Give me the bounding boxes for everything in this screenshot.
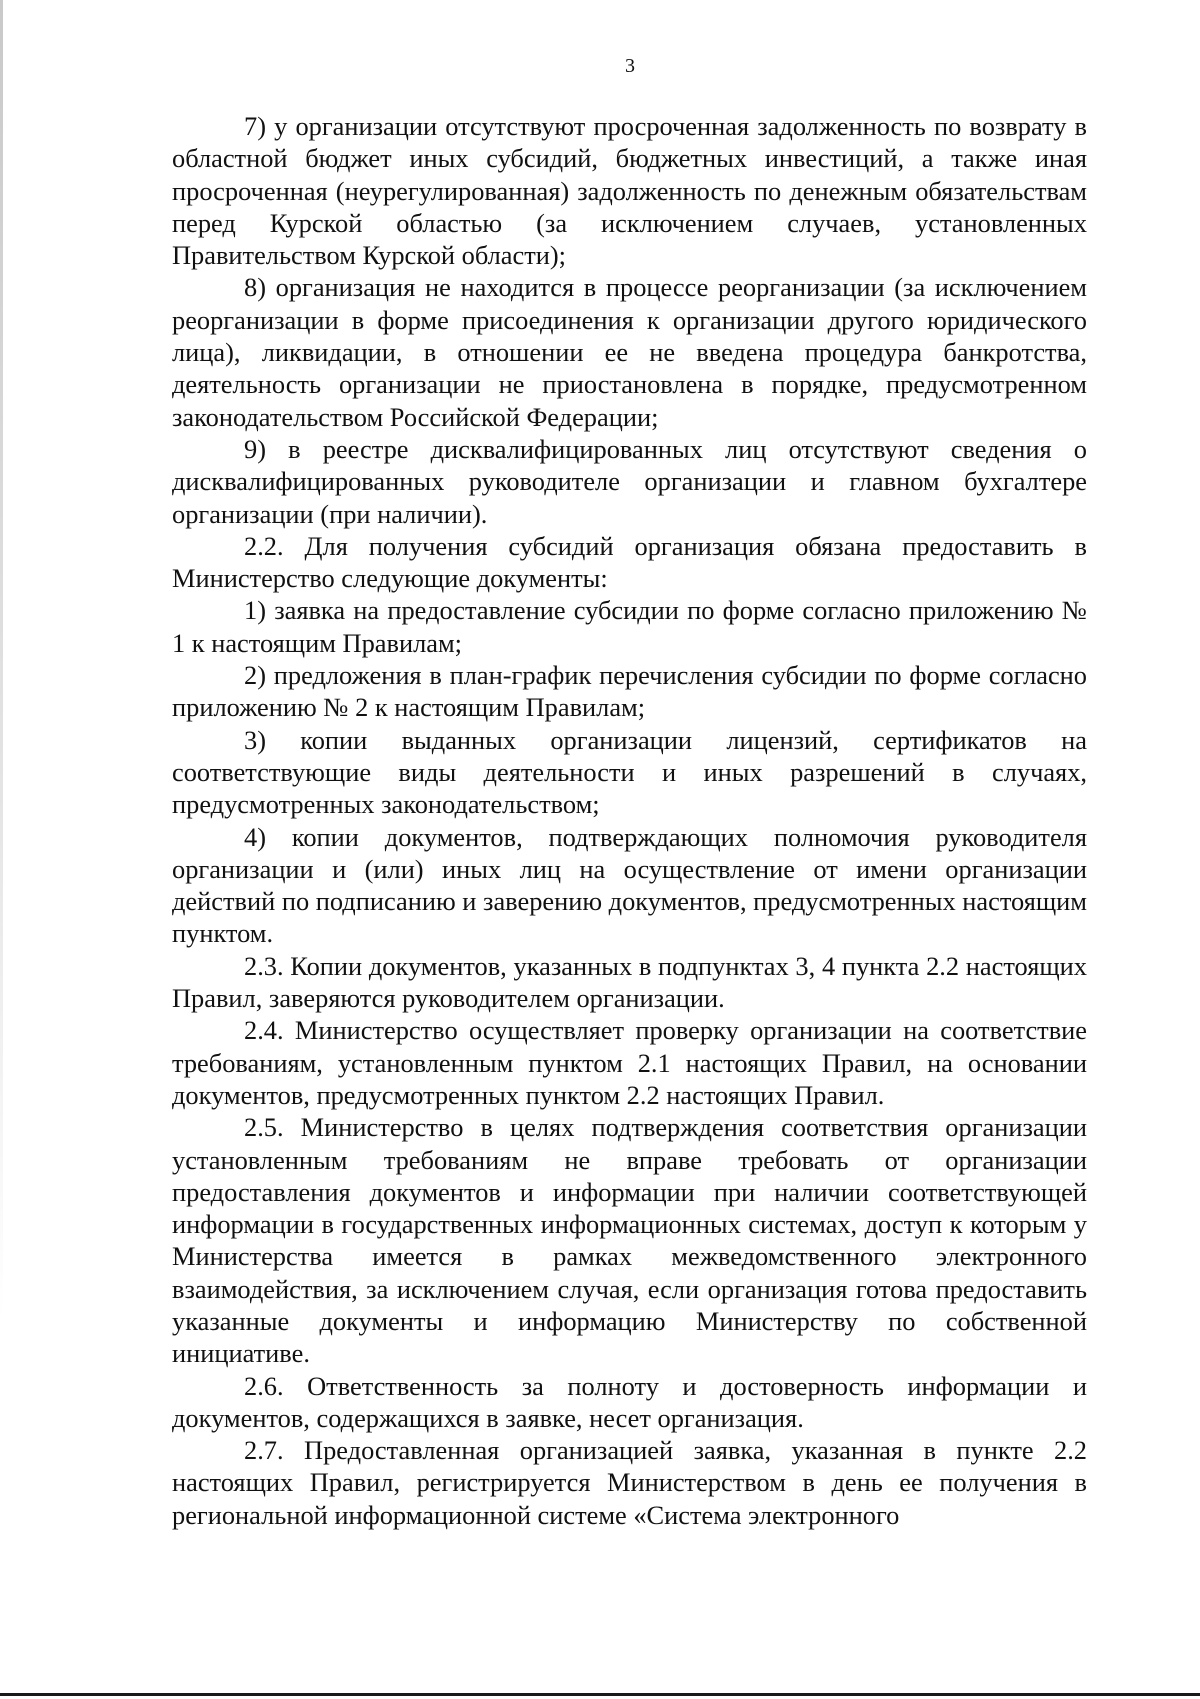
paragraph-clause-2-3: 2.3. Копии документов, указанных в подпунктах 3, 4 пункта 2.2 настоящих Правил, заверяются руководителем организации. (172, 950, 1087, 1014)
paragraph-clause-2-7: 2.7. Предоставленная организацией заявка, указанная в пункте 2.2 настоящих Правил, регистрируется Министерством в день ее получения в региональной информационной системе «Система электронного (172, 1435, 1087, 1530)
paragraph-doc-item-2: 2) предложения в план-график перечисления субсидии по форме согласно приложению № 2 к настоящим Правилам; (172, 660, 1087, 723)
paragraph-doc-item-4: 4) копии документов, подтверждающих полномочия руководителя организации и (или) иных лиц на осуществление от имени организации действий по подписанию и заверению документов, предусмотренных настоящим пунктом. (172, 821, 1087, 949)
paragraph-item-8: 8) организация не находится в процессе реорганизации (за исключением реорганизации в форме присоединения к организации другого юридического лица), ликвидации, в отношении ее не введена процедура банкротства, деятельность организации не приостановлена в порядке, предусмотренном законодательством Российской Федерации; (172, 272, 1087, 432)
document-body (172, 110, 1087, 1531)
scan-left-edge-shadow (0, 0, 3, 1320)
paragraph-clause-2-5: 2.5. Министерство в целях подтверждения соответствия организации установленным требованиям не вправе требовать от организации предоставления документов и информации при наличии соответствующей информации в государственных информационных системах, доступ к которым у Министерства имеется в рамках межведомственного электронного взаимодействия, за исключением случая, если организация готова предоставить указанные документы и информацию Министерству по собственной инициативе. (172, 1112, 1087, 1369)
paragraph-doc-item-1: 1) заявка на предоставление субсидии по форме согласно приложению № 1 к настоящим Правилам; (172, 595, 1087, 658)
paragraph-doc-item-3: 3) копии выданных организации лицензий, сертификатов на соответствующие виды деятельности и иных разрешений в случаях, предусмотренных законодательством; (172, 724, 1087, 820)
paragraph-clause-2-6: 2.6. Ответственность за полноту и достоверность информации и документов, содержащихся в заявке, несет организация. (172, 1370, 1087, 1433)
paragraph-item-9: 9) в реестре дисквалифицированных лиц отсутствуют сведения о дисквалифицированных руководителе организации и главном бухгалтере организации (при наличии). (172, 433, 1087, 529)
scan-bottom-border (0, 1693, 1200, 1696)
paragraph-item-7: 7) у организации отсутствуют просроченная задолженность по возврату в областной бюджет иных субсидий, бюджетных инвестиций, а также иная просроченная (неурегулированная) задолженность по денежным обязательствам перед Курской областью (за исключением случаев, установленных Правительством Курской области); (172, 111, 1087, 271)
paragraph-clause-2-2: 2.2. Для получения субсидий организация обязана предоставить в Министерство следующие документы: (172, 530, 1087, 594)
page-number: 3 (625, 55, 635, 77)
paragraph-clause-2-4: 2.4. Министерство осуществляет проверку организации на соответствие требованиям, установленным пунктом 2.1 настоящих Правил, на основании документов, предусмотренных пунктом 2.2 настоящих Правил. (172, 1015, 1087, 1110)
